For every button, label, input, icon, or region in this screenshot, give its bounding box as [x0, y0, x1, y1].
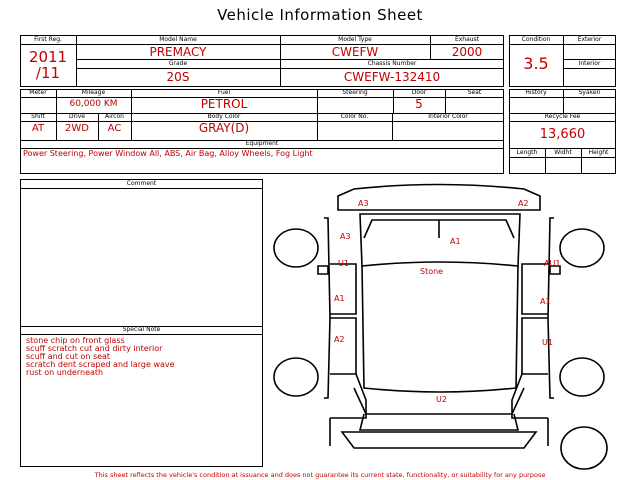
- shift-value: AT: [31, 123, 45, 134]
- mark-door-front-left: A1: [334, 294, 345, 303]
- exhaust-value: 2000: [451, 45, 483, 59]
- tailgate: [360, 414, 518, 430]
- interior-label: Interior: [578, 60, 601, 67]
- mileage-value: 60,000 KM: [69, 99, 118, 109]
- recycle-fee-label: Recycle Fee: [544, 113, 581, 120]
- wheel-rear-left: [274, 358, 318, 396]
- model-type-label: Model Type: [338, 36, 372, 43]
- sheet-title: Vehicle Information Sheet: [217, 6, 423, 24]
- mark-u1-left: U1: [338, 259, 349, 268]
- hood-outline: [360, 214, 520, 266]
- divider: [509, 121, 616, 122]
- mark-au1-right: AU1: [544, 259, 561, 268]
- drive-label: Drive: [69, 113, 85, 120]
- wheel-front-left: [274, 229, 318, 267]
- condition-grade: 3.5: [523, 54, 549, 73]
- special-note-label: Special Note: [122, 326, 161, 333]
- first-reg-month: /11: [35, 64, 61, 82]
- fuel-value: PETROL: [200, 97, 248, 111]
- equipment-value: Power Steering, Power Window All, ABS, Air Bag, Alloy Wheels, Fog Light: [23, 149, 313, 158]
- door-value: 5: [415, 97, 423, 111]
- shift-label: Shift: [31, 113, 45, 120]
- body-color-value: GRAY(D): [198, 121, 250, 135]
- body-color-label: Body Color: [207, 113, 241, 120]
- mark-door-front-right: A1: [540, 297, 551, 306]
- mark-front-right: A2: [518, 199, 529, 208]
- list-item: rust on underneath: [26, 368, 104, 377]
- right-front-door: [522, 264, 548, 314]
- exterior-label: Exterior: [577, 36, 602, 43]
- first-reg-year: 2011: [28, 48, 68, 66]
- exhaust-label: Exhaust: [454, 36, 480, 43]
- recycle-fee-value: 13,660: [539, 127, 586, 142]
- model-name-label: Model Name: [159, 36, 197, 43]
- divider: [20, 188, 263, 189]
- syaken-label: Syaken: [578, 89, 601, 96]
- comment-box: [20, 179, 263, 467]
- history-label: History: [525, 89, 547, 96]
- mark-front-left: A3: [358, 199, 369, 208]
- mark-door-rear-right: U1: [542, 338, 553, 347]
- seat-label: Seat: [467, 89, 482, 96]
- height-label: Height: [588, 149, 609, 156]
- roof-outline: [362, 266, 518, 392]
- color-no-label: Color No.: [340, 113, 369, 120]
- grade-value: 20S: [166, 70, 190, 84]
- divider: [76, 68, 504, 69]
- chassis-number-label: Chassis Number: [367, 60, 417, 67]
- wheel-front-right: [560, 229, 604, 267]
- left-mirror: [318, 266, 328, 274]
- first-reg-label: First Reg.: [34, 36, 62, 43]
- right-side-outline: [548, 218, 554, 398]
- mark-rear: U2: [436, 395, 447, 404]
- aircon-value: AC: [107, 123, 122, 134]
- meter-label: Meter: [29, 89, 47, 96]
- door-label: Door: [411, 89, 427, 96]
- spare-wheel: [561, 427, 607, 469]
- mark-door-rear-left: A2: [334, 335, 345, 344]
- special-notes-list: [26, 337, 175, 377]
- list-item: stone chip on front glass: [26, 336, 125, 345]
- condition-label: Condition: [521, 36, 551, 43]
- steering-label: Steering: [342, 89, 368, 96]
- left-front-door: [330, 264, 356, 314]
- right-rear-quarter: [512, 374, 548, 418]
- mark-hood-left: A3: [340, 232, 351, 241]
- equipment-label: Equipment: [245, 140, 279, 147]
- mark-windshield: Stone: [420, 267, 444, 276]
- fuel-label: Fuel: [217, 89, 231, 96]
- left-rear-quarter: [330, 374, 366, 418]
- divider: [563, 68, 616, 69]
- length-label: Length: [516, 149, 538, 156]
- disclaimer: This sheet reflects the vehicle's condition at issuance and does not guarantee its current state, functionality, or suitability for any purpose: [94, 471, 546, 479]
- aircon-label: Aircon: [105, 113, 124, 120]
- mileage-label: Mileage: [81, 89, 106, 96]
- interior-color-label: Interior Color: [428, 113, 468, 120]
- chassis-number-value: CWEFW-132410: [343, 70, 441, 84]
- rear-lower-bumper: [342, 432, 536, 448]
- divider: [20, 334, 263, 335]
- model-type-value: CWEFW: [331, 45, 379, 59]
- list-item: scuff and cut on seat: [26, 352, 111, 361]
- left-rear-door: [330, 318, 356, 374]
- drive-value: 2WD: [65, 123, 89, 134]
- divider: [509, 157, 616, 158]
- list-item: scratch dent scraped and large wave: [26, 360, 175, 369]
- grade-label: Grade: [168, 60, 188, 67]
- comment-label: Comment: [126, 180, 157, 187]
- model-name-value: PREMACY: [149, 45, 207, 59]
- mark-hood: A1: [450, 237, 461, 246]
- car-damage-diagram: [268, 178, 618, 470]
- width-label: Widht: [554, 149, 572, 156]
- left-side-outline: [324, 218, 330, 398]
- wheel-rear-right: [560, 358, 604, 396]
- list-item: scuff scratch cut and dirty interior: [26, 344, 163, 353]
